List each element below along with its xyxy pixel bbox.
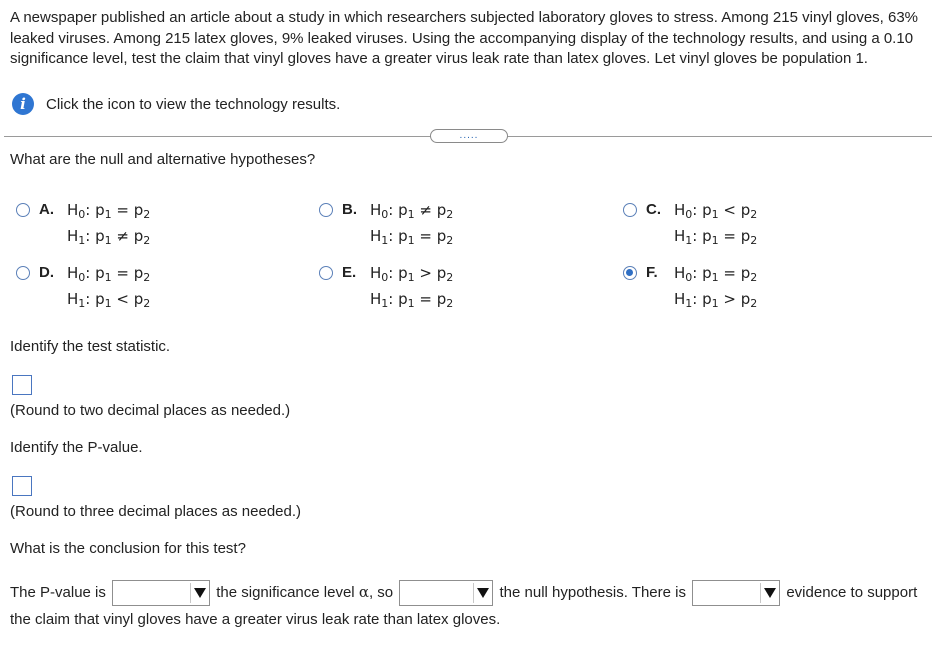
info-icon[interactable]: i [12, 93, 34, 115]
option-c[interactable] [623, 201, 757, 249]
option-letter: A. [39, 201, 54, 218]
question-conclusion: What is the conclusion for this test? [10, 540, 246, 557]
option-a[interactable] [16, 201, 150, 249]
expand-more-button[interactable]: ..... [430, 129, 508, 143]
hypotheses-f: $H_0$: $p_1 = p_2$ $H_1$: $p_1 > p_2$ [674, 264, 758, 310]
dropdown-arrow-icon [764, 588, 776, 598]
radio-option-d[interactable] [16, 266, 30, 280]
evidence-dropdown[interactable] [692, 580, 780, 606]
question-test-statistic: Identify the test statistic. [10, 338, 171, 355]
hypotheses-b: $H_0$: $p_1 \ne p_2$ $H_1$: $p_1 = p_2$ [370, 201, 454, 247]
null-hypothesis-decision-dropdown[interactable] [399, 580, 493, 606]
hint-three-decimals: (Round to three decimal places as needed.) [10, 503, 302, 520]
radio-option-c[interactable] [623, 203, 637, 217]
option-letter: E. [342, 264, 357, 281]
question-p-value: Identify the P-value. [10, 439, 143, 456]
hypotheses-e: $H_0$: $p_1 > p_2$ $H_1$: $p_1 = p_2$ [370, 264, 454, 310]
hypotheses-c: $H_0$: $p_1 < p_2$ $H_1$: $p_1 = p_2$ [674, 201, 758, 247]
radio-option-b[interactable] [319, 203, 333, 217]
test-statistic-input[interactable] [12, 375, 32, 395]
radio-option-e[interactable] [319, 266, 333, 280]
info-text: Click the icon to view the technology results. [46, 95, 341, 113]
option-b[interactable] [319, 201, 453, 249]
p-value-input[interactable] [12, 476, 32, 496]
radio-option-f-selected[interactable] [623, 266, 637, 280]
hypotheses-a: $H_0$: $p_1 = p_2$ $H_1$: $p_1 \ne p_2$ [67, 201, 151, 247]
radio-option-a[interactable] [16, 203, 30, 217]
hint-two-decimals: (Round to two decimal places as needed.) [10, 402, 291, 419]
option-d[interactable] [16, 264, 150, 312]
option-e[interactable] [319, 264, 453, 312]
p-value-comparison-dropdown[interactable] [112, 580, 210, 606]
dropdown-arrow-icon [477, 588, 489, 598]
dropdown-arrow-icon [194, 588, 206, 598]
option-f[interactable] [623, 264, 757, 312]
problem-statement: A newspaper published an article about a study in which researchers subjected laboratory gloves to stress. Among 215 vinyl gloves, 63% leaked viruses. Among 215 latex gloves, 9% leaked viruses. Using the accompanying display of the technology results, and using a 0.10 significance level, test the claim that vinyl gloves have a greater virus leak rate than latex gloves. Let vinyl gloves be population 1. [10, 9, 919, 67]
question-hypotheses: What are the null and alternative hypotheses? [10, 151, 316, 168]
option-letter: B. [342, 201, 357, 218]
option-letter: F. [646, 264, 658, 281]
hypotheses-d: $H_0$: $p_1 = p_2$ $H_1$: $p_1 < p_2$ [67, 264, 151, 310]
conclusion-sentence: The P-value is the significance level α, so the null hypothesis. There is evidence to support the claim that vinyl gloves have a greater virus leak rate than latex gloves. [10, 579, 925, 633]
option-letter: D. [39, 264, 54, 281]
option-letter: C. [646, 201, 661, 218]
technology-results-row [12, 93, 340, 115]
